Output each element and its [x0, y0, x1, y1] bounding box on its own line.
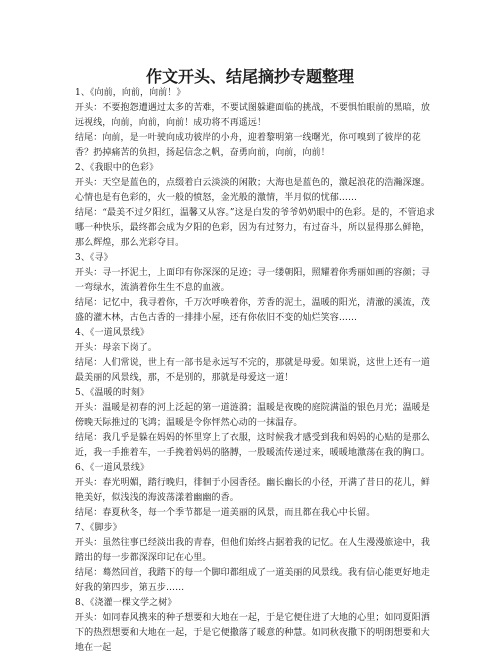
paragraph: [75, 506, 435, 521]
paragraph-label: 结尾：: [75, 358, 103, 368]
paragraph-label: 开头：: [75, 403, 103, 413]
paragraph-text: 寻一抔泥土，上面印有你深深的足迹；寻一缕朝阳，照耀着你秀丽如画的容颜；寻一弯绿水，流淌着你生生不息的血液。: [75, 268, 430, 293]
paragraph-label: 结尾：: [75, 298, 103, 308]
paragraph-text: 天空是蓝色的，点缀着白云淡淡的闲散；大海也是蓝色的，激起浪花的浩瀚深邃。心情也是有色彩的，火一般的愤怒，金光般的激情，半月似的忧郁……: [75, 178, 430, 203]
paragraph-label: 开头：: [75, 343, 103, 353]
section: [75, 386, 435, 461]
section-heading: 7、《脚步》: [75, 523, 122, 533]
paragraph-text: 记忆中，我寻着你，千万次呼唤着你，芳香的泥土，温暖的阳光，清澈的溪流，茂盛的灌木林，古色古香的一排排小屋，还有你依旧不变的灿烂笑容……: [75, 298, 430, 323]
section-heading: 6、《一道风景线》: [75, 463, 150, 473]
paragraph-text: 向前，是一叶驶向成功彼岸的小舟，迎着黎明第一线曙光，你可嗅到了彼岸的花香？扔掉痛苦的负担，扬起信念之帆，奋勇向前，向前，向前！: [75, 133, 421, 158]
section: [75, 86, 435, 161]
section: [75, 326, 435, 386]
paragraph: [75, 611, 435, 656]
paragraph-label: 开头：: [75, 613, 103, 623]
paragraph-label: 开头：: [75, 268, 103, 278]
paragraph: [75, 341, 435, 356]
paragraph-label: 结尾：: [75, 568, 103, 578]
paragraph: [75, 536, 435, 566]
paragraph: [75, 101, 435, 131]
paragraph: [75, 296, 435, 326]
paragraph-text: 温暖是初春的河上泛起的第一道涟漪；温暖是夜晚的庭院满溢的银色月光；温暖是傍晚天际推过的飞鸿；温暖是令你怦然心动的一抹温存。: [75, 403, 430, 428]
paragraph-label: 结尾：: [75, 133, 103, 143]
paragraph: [75, 476, 435, 506]
section-heading: 2、《我眼中的色彩》: [75, 163, 159, 173]
paragraph: [75, 131, 435, 161]
section: [75, 251, 435, 326]
paragraph-text: 我几乎是躲在妈妈的怀里穿上了衣服，这时候我才感受到我和妈妈的心贴的是那么近，我一手推着车，一手挽着妈妈的胳膊，一股暖流传递过来，暖暖地激荡在我的胸口。: [75, 433, 430, 458]
document-body: [75, 86, 435, 656]
paragraph-text: 不要抱怨遭遇过太多的苦难，不要试图躲避面临的挑战，不要惧怕眼前的黑暗，放远视线，向前，向前，向前！成功将不再遥远！: [75, 103, 430, 128]
paragraph: [75, 266, 435, 296]
section-heading: 4、《一道风景线》: [75, 328, 150, 338]
paragraph-text: 蓦然回首，我踏下的每一个脚印都组成了一道美丽的风景线。我有信心能更好地走好我的第四步，第五步……: [75, 568, 430, 593]
section-heading: 8、《浇灌一棵文学之树》: [75, 598, 177, 608]
paragraph: [75, 206, 435, 251]
paragraph: [75, 431, 435, 461]
paragraph-text: 母亲下岗了。: [102, 343, 157, 353]
paragraph-label: 结尾：: [75, 508, 103, 518]
section: [75, 596, 435, 656]
paragraph: [75, 401, 435, 431]
paragraph-text: 如同春风携来的种子想要和大地在一起，于是它便住进了大地的心里；如同夏阳洒下的热烈想要和大地在一起，于是它便撒落了暖意的种慧。如同秋夜撒下的明朗想要和大地在一起: [75, 613, 430, 653]
section: [75, 461, 435, 521]
paragraph-label: 开头：: [75, 538, 103, 548]
page-title: 作文开头、结尾摘抄专题整理: [145, 67, 354, 86]
paragraph: [75, 566, 435, 596]
paragraph-label: 开头：: [75, 103, 103, 113]
section-heading: 5、《温暖的时刻》: [75, 388, 150, 398]
paragraph-label: 开头：: [75, 178, 103, 188]
paragraph-label: 结尾：: [75, 208, 103, 218]
paragraph-label: 结尾：: [75, 433, 103, 443]
paragraph: [75, 176, 435, 206]
paragraph-text: 春光明媚，踏行晚归，徘徊于小园香径。幽长幽长的小径，开满了昔日的花儿，鲜艳美好，似浅浅的海波荡漾着幽幽的香。: [75, 478, 430, 503]
section: [75, 521, 435, 596]
section: [75, 161, 435, 251]
paragraph-text: 春夏秋冬，每一个季节都是一道美丽的风景，而且都在我心中长留。: [102, 508, 376, 518]
paragraph-text: 虽然往事已经淡出我的青春，但他们始终占据着我的记忆。在人生漫漫旅途中，我踏出的每一步都深深印记在心里。: [75, 538, 430, 563]
paragraph-text: “最美不过夕阳红，温馨又从容。”这是白发的爷爷奶奶眼中的色彩。是的，不管追求哪一种快乐，最终都会成为夕阳的色彩，因为有过努力，有过奋斗，所以显得那么鲜艳，那么辉煌，那么光彩夺目。: [75, 208, 435, 248]
paragraph-text: 人们常说，世上有一部书是永远写不完的，那就是母爱。如果说，这世上还有一道最美丽的风景线，那，不是别的，那就是母爱这一道！: [75, 358, 430, 383]
section-heading: 1、《向前，向前，向前！》: [75, 88, 186, 98]
paragraph: [75, 356, 435, 386]
section-heading: 3、《寻》: [75, 253, 113, 263]
paragraph-label: 开头：: [75, 478, 103, 488]
